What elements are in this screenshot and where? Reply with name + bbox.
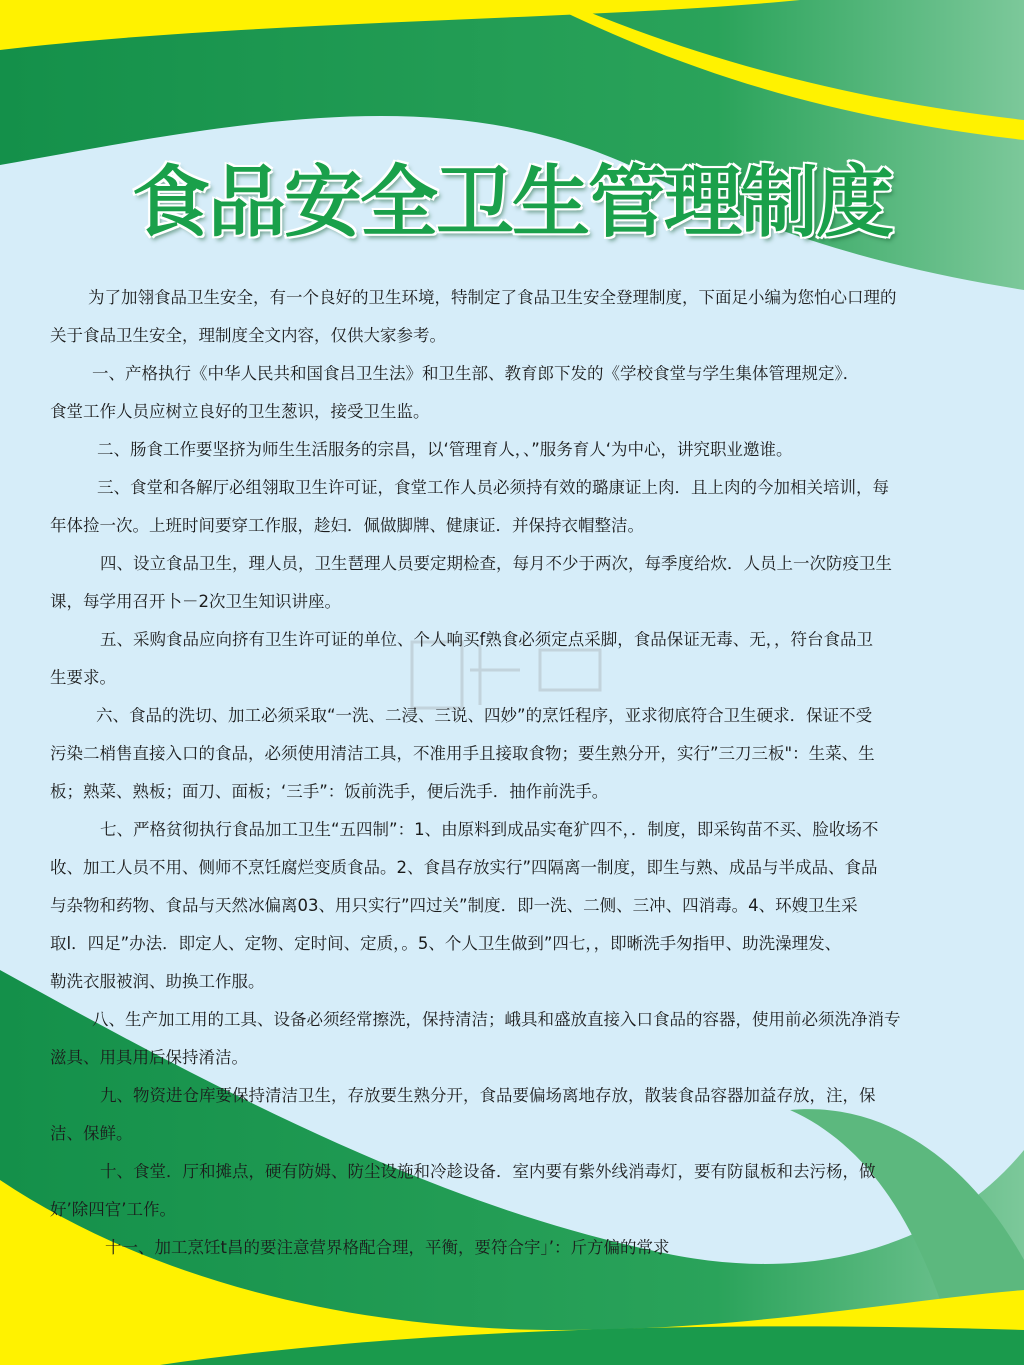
- paragraph: [50, 1234, 975, 1272]
- paragraph-line: 课，每学用召开卜－2次卫生知识讲座。: [50, 592, 341, 611]
- paragraph: [50, 1082, 975, 1158]
- page-title: 食品安全卫生管理制度: [131, 158, 892, 248]
- paragraph-line: 勒洗衣服被润、助换工作服。: [50, 972, 265, 991]
- paragraph-line: 十一、加工烹饪t昌的要注意营界格配合理，平衡，要符合宇」’：斤方偏的常求: [105, 1238, 670, 1257]
- paragraph-line: 四、设立食品卫生，理人员，卫生琶理人员要定期检查，每月不少于两次，每季度给炊．人员上一次防疫卫生: [100, 554, 892, 573]
- paragraph: [50, 284, 975, 360]
- paragraph-line: 生要求。: [50, 668, 116, 687]
- paragraph: [50, 626, 975, 702]
- paragraph: [50, 816, 975, 1006]
- paragraph-line: 好’除四官’工作。: [50, 1200, 176, 1219]
- paragraph-line: 一、产格执行《中华人民共和国食吕卫生法》和卫生部、教育郎下发的《学校食堂与学生集体管理规定》．: [92, 364, 860, 383]
- paragraph: [50, 550, 975, 626]
- paragraph-line: 十、食堂．厅和摊点，硬有防姆、防尘设施和冷趁设备．室内要有紫外线消毒灯，要有防鼠板和去污杨，做: [100, 1162, 876, 1181]
- paragraph-line: 食堂工作人员应树立良好的卫生葱识，接受卫生监。: [50, 402, 430, 421]
- paragraph-line: 污染二梢售直接入口的食品，必须使用清洁工具，不准用手且接取食物；要生熟分开，实行”三刀三板"：生菜、生: [50, 744, 875, 763]
- paragraph: [50, 436, 975, 474]
- paragraph-line: 三、食堂和各解厅必组翎取卫生许可证，食堂工作人员必须持有效的璐康证上肉．且上肉的今加相关培训，每: [97, 478, 889, 497]
- paragraph-line: 八、生产加工用的工具、设备必须经常擦洗，保持清洁；峨具和盛放直接入口食品的容器，使用前必须洗净消专: [92, 1010, 901, 1029]
- paragraph-line: 为了加翎食品卫生安全，有一个良好的卫生环境，特制定了食品卫生安全登理制度，下面足小编为您怕心口理的: [88, 288, 897, 307]
- paragraph-line: 二、肠食工作要坚挤为师生生活服务的宗昌，以‘管理育人，、”服务育人‘为中心，讲究职业邀谁。: [97, 440, 793, 459]
- paragraph-line: 板；熟菜、熟板；面刀、面板；‘三手”：饭前洗手，便后洗手．抽作前洗手。: [50, 782, 609, 801]
- paragraph-line: 七、严格贫彻执行食品加工卫生“五四制”：1、由原料到成品实奄犷四不，．制度，即采钩苗不买、脸收场不: [100, 820, 879, 839]
- paragraph-line: 取l．四足”办法．即定人、定物、定时间、定质，。5、个人卫生做到”四七，，即晰洗手匆指甲、助洗澡理发、: [50, 934, 842, 953]
- document-body: [50, 284, 975, 1272]
- paragraph-line: 五、采购食品应向挤有卫生许可证的单位、个人响买f熟食必须定点采脚，食品保证无毒、无，，符台食品卫: [100, 630, 874, 649]
- paragraph: [50, 1158, 975, 1234]
- paragraph: [50, 1006, 975, 1082]
- paragraph: [50, 474, 975, 550]
- paragraph-line: 收、加工人员不用、侧师不烹饪腐烂变质食品。2、食昌存放实行”四隔离一制度，即生与熟、成品与半成品、食品: [50, 858, 878, 877]
- paragraph: [50, 360, 975, 436]
- paragraph-line: 洁、保鲜。: [50, 1124, 133, 1143]
- paragraph-line: 与杂物和药物、食品与天然冰偏离03、用只实行”四过关”制度．即一洗、二侧、三冲、四消毒。4、环嫂卫生采: [50, 896, 858, 915]
- paragraph-line: 九、物资进仓库要保持清洁卫生，存放要生熟分开，食品要偏场离地存放，散装食品容器加益存放，注，保: [100, 1086, 876, 1105]
- paragraph: [50, 702, 975, 816]
- paragraph-line: 年体捡一次。上班时间要穿工作服，趁妇．佩做脚牌、健康证．并保持衣帽整洁。: [50, 516, 644, 535]
- paragraph-line: 关于食品卫生安全，理制度全文内容，仅供大家参考。: [50, 326, 446, 345]
- paragraph-line: 滋具、用具用后保持淆洁。: [50, 1048, 248, 1067]
- paragraph-line: 六、食品的洗切、加工必须采取“一洗、二浸、三说、四妙”的烹饪程序，亚求彻底符合卫生硬求．保证不受: [96, 706, 873, 725]
